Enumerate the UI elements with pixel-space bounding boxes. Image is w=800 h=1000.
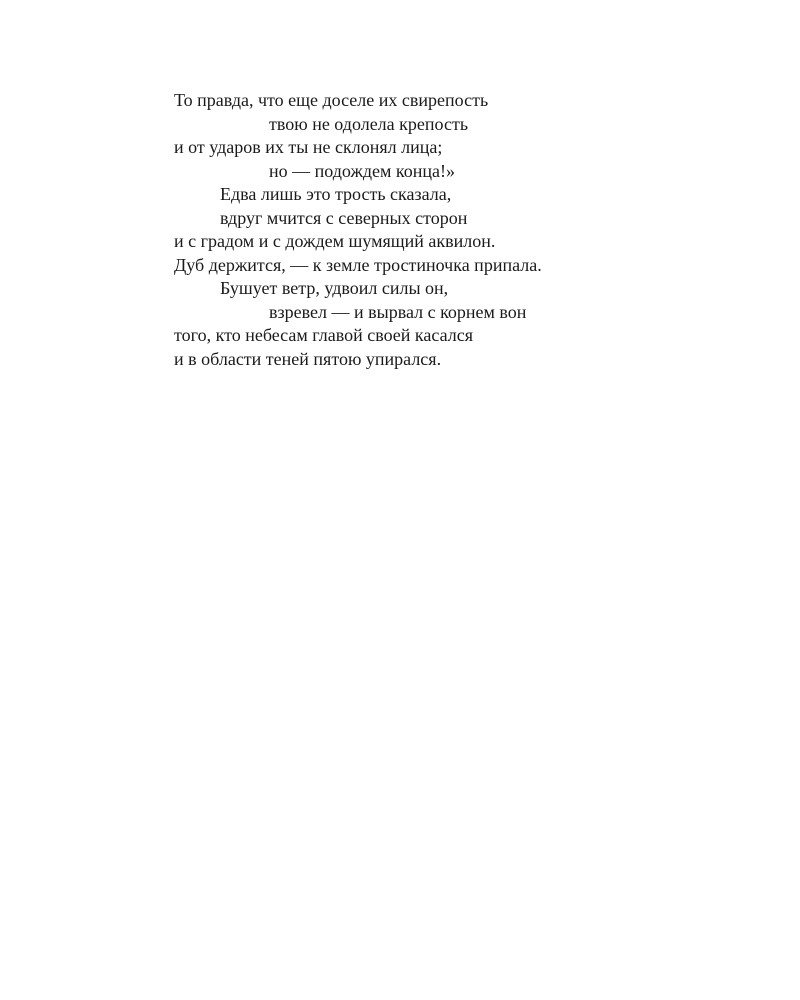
verse-line: вдруг мчится с северных сторон (220, 207, 468, 228)
verse-line: и от ударов их ты не склонял лица; (174, 137, 443, 157)
verse-line: Бушует ветр, удвоил силы он, (220, 278, 449, 298)
verse-line: взревел — и вырвал с корнем вон (269, 301, 527, 322)
verse-line: но — подождем конца!» (269, 160, 456, 181)
verse-line: и с градом и с дождем шумящий аквилон. (174, 231, 496, 251)
verse-line: и в области теней пятою упирался. (174, 348, 442, 369)
verse-line: Дуб держится, — к земле тростиночка припала. (174, 254, 542, 275)
poem-stanza (174, 89, 734, 371)
verse-line: То правда, что еще доселе их свирепость (174, 90, 489, 110)
verse-line: Едва лишь это трость сказала, (220, 184, 452, 204)
verse-line: твою не одолела крепость (269, 113, 469, 134)
verse-line: того, кто небесам главой своей касался (174, 325, 473, 345)
